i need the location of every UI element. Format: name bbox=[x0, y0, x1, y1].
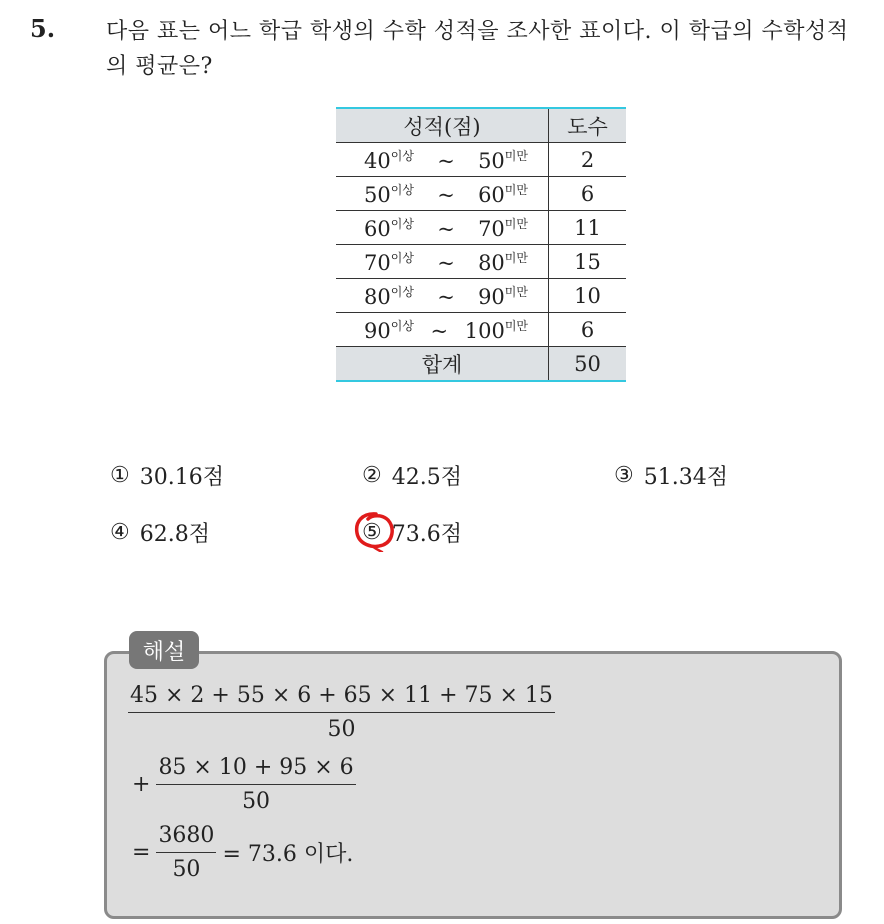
fraction-2-numerator: 85 × 10 + 95 × 6 bbox=[156, 755, 355, 785]
answer-circle-icon bbox=[352, 510, 398, 552]
explanation-tag: 해설 bbox=[129, 631, 199, 669]
frequency-cell: 2 bbox=[549, 143, 627, 177]
total-label: 합계 bbox=[336, 347, 549, 382]
range-low: 90 bbox=[364, 318, 391, 343]
frequency-cell: 11 bbox=[549, 211, 627, 245]
frequency-table bbox=[336, 107, 626, 382]
choice-4[interactable] bbox=[110, 517, 210, 548]
range-low: 50 bbox=[364, 182, 391, 207]
frequency-cell: 15 bbox=[549, 245, 627, 279]
frequency-cell: 10 bbox=[549, 279, 627, 313]
tilde: ~ bbox=[437, 182, 455, 207]
table-row bbox=[336, 279, 626, 313]
equals-sign: = bbox=[132, 840, 151, 865]
range-high-sup: 미만 bbox=[504, 148, 528, 163]
explanation-line-1 bbox=[128, 683, 555, 742]
table-row bbox=[336, 211, 626, 245]
fraction-2-denominator: 50 bbox=[242, 789, 271, 814]
range-high-sup: 미만 bbox=[504, 250, 528, 265]
fraction-2 bbox=[156, 755, 355, 814]
range-high: 90 bbox=[478, 284, 505, 309]
choice-mark: ③ bbox=[614, 463, 634, 488]
table-row bbox=[336, 313, 626, 347]
choice-2[interactable] bbox=[362, 460, 462, 491]
range-high-sup: 미만 bbox=[504, 284, 528, 299]
explanation-line-3 bbox=[126, 823, 359, 882]
range-high: 50 bbox=[478, 148, 505, 173]
header-frequency: 도수 bbox=[549, 108, 627, 143]
table-total-row bbox=[336, 347, 626, 382]
fraction-1 bbox=[128, 683, 555, 742]
choice-text: 30.16점 bbox=[139, 465, 224, 490]
choice-1[interactable] bbox=[110, 460, 224, 491]
fraction-3 bbox=[156, 823, 216, 882]
frequency-cell: 6 bbox=[549, 177, 627, 211]
plus-sign: + bbox=[132, 772, 151, 797]
range-low-sup: 이상 bbox=[390, 284, 414, 299]
table-row bbox=[336, 245, 626, 279]
score-range bbox=[336, 245, 549, 279]
choice-text: 73.6점 bbox=[391, 522, 462, 547]
choice-3[interactable] bbox=[614, 460, 728, 491]
question-number: 5. bbox=[30, 14, 56, 43]
table-header-row bbox=[336, 108, 626, 143]
total-value: 50 bbox=[549, 347, 627, 382]
range-high-sup: 미만 bbox=[504, 216, 528, 231]
choice-mark: ④ bbox=[110, 520, 130, 545]
table-row bbox=[336, 177, 626, 211]
range-high: 80 bbox=[478, 250, 505, 275]
result-text: = 73.6 이다. bbox=[222, 842, 354, 867]
range-high: 60 bbox=[478, 182, 505, 207]
range-low-sup: 이상 bbox=[390, 250, 414, 265]
range-high-sup: 미만 bbox=[504, 318, 528, 333]
fraction-3-numerator: 3680 bbox=[156, 823, 216, 853]
choice-text: 62.8점 bbox=[139, 522, 210, 547]
frequency-cell: 6 bbox=[549, 313, 627, 347]
tilde: ~ bbox=[437, 250, 455, 275]
range-high: 100 bbox=[464, 318, 505, 343]
score-range bbox=[336, 143, 549, 177]
tilde: ~ bbox=[437, 216, 455, 241]
range-low-sup: 이상 bbox=[390, 318, 414, 333]
range-low: 60 bbox=[364, 216, 391, 241]
table-row bbox=[336, 143, 626, 177]
choice-text: 51.34점 bbox=[643, 465, 728, 490]
range-low: 40 bbox=[364, 148, 391, 173]
tilde: ~ bbox=[430, 318, 449, 343]
choice-text: 42.5점 bbox=[391, 465, 462, 490]
score-range bbox=[336, 177, 549, 211]
range-high: 70 bbox=[478, 216, 505, 241]
score-range bbox=[336, 211, 549, 245]
range-high-sup: 미만 bbox=[504, 182, 528, 197]
tilde: ~ bbox=[437, 148, 455, 173]
choice-mark: ② bbox=[362, 463, 382, 488]
range-low: 80 bbox=[364, 284, 391, 309]
score-range bbox=[336, 313, 549, 347]
choice-mark: ⑤ bbox=[362, 520, 382, 545]
tilde: ~ bbox=[437, 284, 455, 309]
explanation-line-2 bbox=[126, 755, 356, 814]
range-low: 70 bbox=[364, 250, 391, 275]
range-low-sup: 이상 bbox=[390, 216, 414, 231]
question-text: 다음 표는 어느 학급 학생의 수학 성적을 조사한 표이다. 이 학급의 수학성적의 평균은? bbox=[106, 19, 849, 79]
range-low-sup: 이상 bbox=[390, 148, 414, 163]
fraction-3-denominator: 50 bbox=[172, 857, 201, 882]
fraction-1-numerator: 45 × 2 + 55 × 6 + 65 × 11 + 75 × 15 bbox=[128, 683, 555, 713]
score-range bbox=[336, 279, 549, 313]
choice-mark: ① bbox=[110, 463, 130, 488]
range-low-sup: 이상 bbox=[390, 182, 414, 197]
header-score: 성적(점) bbox=[336, 108, 549, 143]
fraction-1-denominator: 50 bbox=[327, 717, 356, 742]
